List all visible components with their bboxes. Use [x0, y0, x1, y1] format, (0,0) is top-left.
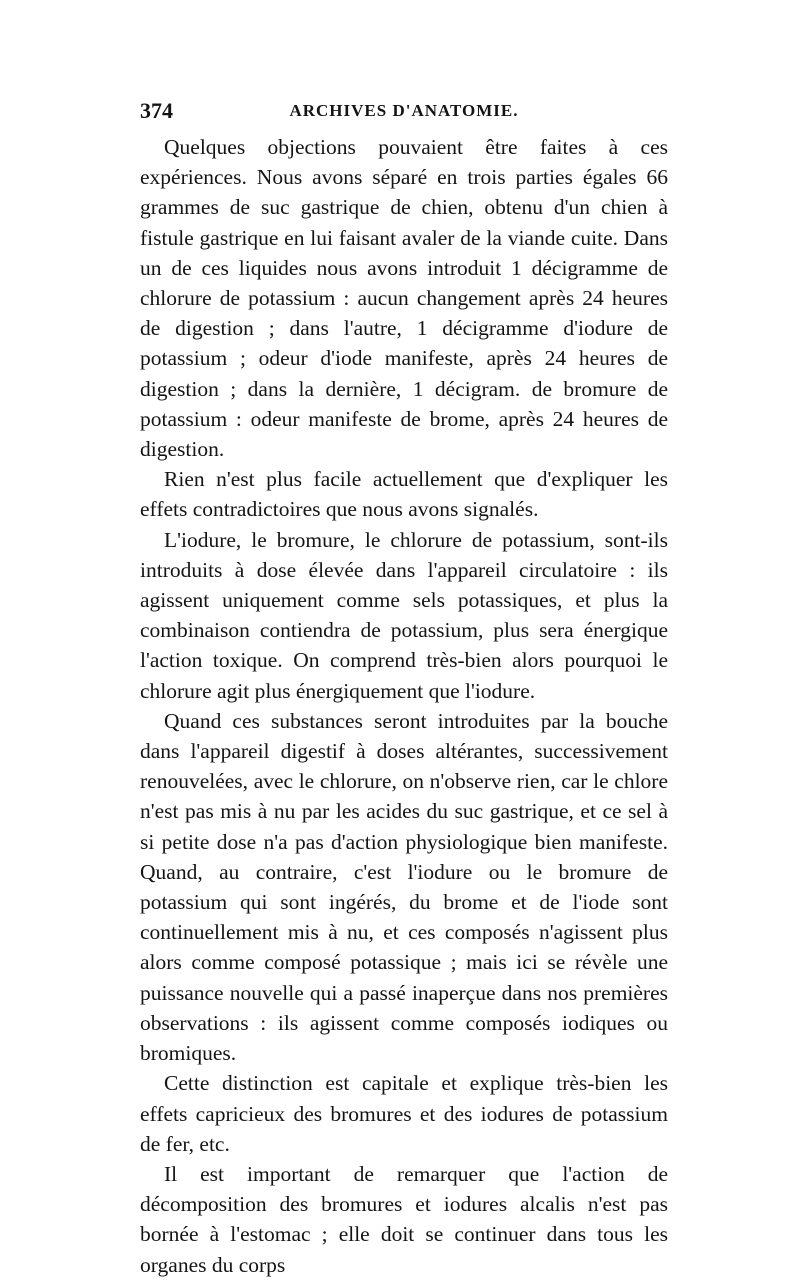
paragraph: Il est important de remarquer que l'action de décomposition des bromures et iodures alcalis n'est pas bornée à l'estomac ; elle doit se continuer dans tous les organes du corps	[140, 1161, 668, 1277]
page-number: 374	[140, 98, 173, 123]
paragraph: Rien n'est plus facile actuellement que d'expliquer les effets contradictoires que nous avons signalés.	[140, 467, 668, 522]
paragraph: L'iodure, le bromure, le chlorure de potassium, sont-ils introduits à dose élevée dans l'appareil circulatoire : ils agissent uniquement comme sels potassiques, et plus la combinaison contiendra de potassium, plus sera énergique l'action toxique. On comprend très-bien alors pourquoi le chlorure agit plus énergiquement que l'iodure.	[140, 527, 668, 703]
page-header	[140, 98, 668, 128]
running-title: ARCHIVES D'ANATOMIE.	[289, 101, 519, 120]
paragraph: Quelques objections pouvaient être faites à ces expériences. Nous avons séparé en trois parties égales 66 grammes de suc gastrique de chien, obtenu d'un chien à fistule gastrique en lui faisant avaler de la viande cuite. Dans un de ces liquides nous avons introduit 1 décigramme de chlorure de potassium : aucun changement après 24 heures de digestion ; dans l'autre, 1 décigramme d'iodure de potassium ; odeur d'iode manifeste, après 24 heures de digestion ; dans la dernière, 1 décigram. de bromure de potassium : odeur manifeste de brome, après 24 heures de digestion.	[140, 135, 668, 462]
paragraph: Cette distinction est capitale et explique très-bien les effets capricieux des bromures et des iodures de potassium de fer, etc.	[140, 1071, 668, 1156]
paragraph: Quand ces substances seront introduites par la bouche dans l'appareil digestif à doses altérantes, successivement renouvelées, avec le chlorure, on n'observe rien, car le chlore n'est pas mis à nu par les acides du suc gastrique, et ce sel à si petite dose n'a pas d'action physiologique bien manifeste. Quand, au contraire, c'est l'iodure ou le bromure de potassium qui sont ingérés, du brome et de l'iode sont continuellement mis à nu, et ces composés n'agissent plus alors comme composé potassique ; mais ici se révèle une puissance nouvelle qui a passé inaperçue dans nos premières observations : ils agissent comme composés iodiques ou bromiques.	[140, 708, 668, 1066]
body-text	[140, 132, 668, 1280]
